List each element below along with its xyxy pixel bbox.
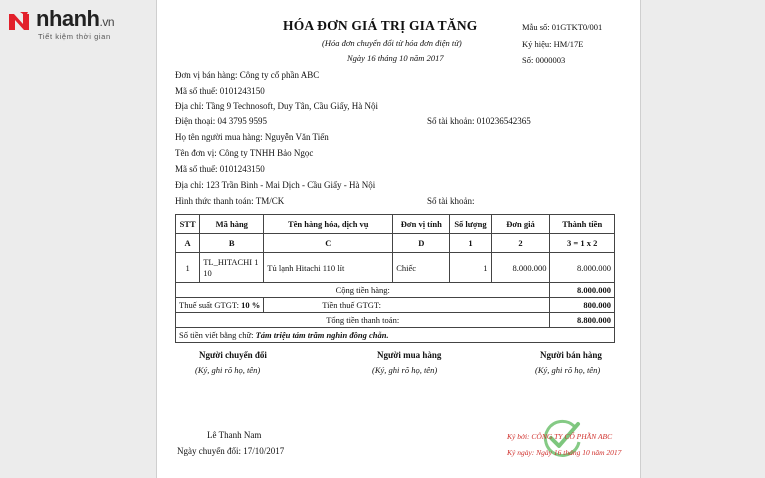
form-number: Mẫu số: 01GTKT0/001 (522, 22, 603, 32)
invoice-number: Số: 0000003 (522, 55, 566, 65)
buyer-person: Họ tên người mua hàng: Nguyễn Văn Tiến (175, 132, 329, 142)
invoice-subtitle: (Hóa đơn chuyển đổi từ hóa đơn điện tử) (322, 38, 462, 48)
row-unit: Chiếc (393, 253, 450, 283)
vat-rate-label: Thuế suất GTGT: (179, 300, 240, 310)
seller-note: (Ký, ghi rõ họ, tên) (535, 365, 601, 375)
header-amount: Thành tiền (550, 215, 615, 234)
in-words-value: Tám triệu tám trăm nghìn đồng chẵn. (255, 330, 389, 340)
row-name: Tủ lạnh Hitachi 110 lít (264, 253, 393, 283)
code-b: B (200, 234, 264, 253)
vat-row (176, 298, 615, 313)
in-words-row (176, 328, 615, 343)
invoice-page (156, 0, 641, 478)
buyer-note: (Ký, ghi rõ họ, tên) (372, 365, 438, 375)
seller-name: Đơn vị bán hàng: Công ty cổ phần ABC (175, 70, 320, 80)
total-row (176, 313, 615, 328)
convert-date-cell (177, 446, 284, 456)
buyer-heading: Người mua hàng (377, 350, 442, 360)
header-code: Mã hàng (200, 215, 264, 234)
seller-heading: Người bán hàng (540, 350, 602, 360)
table-row (176, 253, 615, 283)
header-stt: STT (176, 215, 200, 234)
row-price: 8.000.000 (491, 253, 550, 283)
buyer-account: Số tài khoản: (427, 196, 475, 206)
invoice-title: HÓA ĐƠN GIÁ TRỊ GIA TĂNG (283, 18, 478, 33)
header-price: Đơn giá (491, 215, 550, 234)
seller-account: Số tài khoản: 010236542365 (427, 116, 531, 126)
code-2: 2 (491, 234, 550, 253)
vat-rate-cell (176, 298, 264, 313)
seller-phone: Điện thoại: 04 3795 9595 (175, 116, 267, 126)
vat-rate-value: 10 % (241, 300, 261, 310)
signed-by: Ký bởi: CÔNG TY CỔ PHẦN ABC (507, 432, 613, 441)
seller-address: Địa chỉ: Tầng 9 Technosoft, Duy Tân, Cầu Giấy, Hà Nội (175, 101, 378, 111)
code-1: 1 (450, 234, 491, 253)
total-label: Tổng tiền thanh toán: (176, 313, 550, 328)
header-name: Tên hàng hóa, dịch vụ (264, 215, 393, 234)
nhanh-logo-icon (6, 8, 32, 34)
in-words-cell (176, 328, 615, 343)
invoice-date: Ngày 16 tháng 10 năm 2017 (347, 53, 444, 63)
row-stt: 1 (176, 253, 200, 283)
code-c: C (264, 234, 393, 253)
brand-word: nhanh (36, 6, 100, 31)
buyer-company: Tên đơn vị: Công ty TNHH Bảo Ngọc (175, 148, 314, 158)
vat-value: 800.000 (550, 298, 615, 313)
subtotal-value: 8.000.000 (550, 283, 615, 298)
subtotal-label: Cộng tiền hàng: (176, 283, 550, 298)
signed-date: Ký ngày: Ngày 16 tháng 10 năm 2017 (507, 448, 622, 457)
subtotal-row (176, 283, 615, 298)
brand-tld: .vn (99, 15, 115, 29)
code-d: D (393, 234, 450, 253)
row-amount: 8.000.000 (550, 253, 615, 283)
total-value: 8.800.000 (550, 313, 615, 328)
invoice-symbol: Ký hiệu: HM/17E (522, 39, 584, 49)
converter-heading: Người chuyển đổi (199, 350, 267, 360)
invoice-table (175, 214, 615, 343)
table-header-row (176, 215, 615, 234)
header-unit: Đơn vị tính (393, 215, 450, 234)
payment-method: Hình thức thanh toán: TM/CK (175, 196, 285, 206)
seller-tax-code: Mã số thuế: 0101243150 (175, 86, 265, 96)
code-a: A (176, 234, 200, 253)
brand-name (36, 6, 114, 35)
code-3: 3 = 1 x 2 (550, 234, 615, 253)
nhanh-logo[interactable] (6, 6, 141, 42)
convert-date: Ngày chuyển đổi: 17/10/2017 (177, 446, 285, 456)
converter-note: (Ký, ghi rõ họ, tên) (195, 365, 261, 375)
brand-tagline: Tiết kiệm thời gian (38, 32, 111, 41)
buyer-tax-code: Mã số thuế: 0101243150 (175, 164, 265, 174)
header-qty: Số lượng (450, 215, 491, 234)
table-code-row (176, 234, 615, 253)
row-qty: 1 (450, 253, 491, 283)
row-code: TL_HITACHI 110 (200, 253, 264, 283)
in-words-label: Số tiền viết bằng chữ: (179, 330, 254, 340)
converter-name: Lê Thanh Nam (207, 430, 262, 440)
buyer-address: Địa chỉ: 123 Trần Bình - Mai Dịch - Cầu Giấy - Hà Nội (175, 180, 376, 190)
vat-label: Tiền thuế GTGT: (264, 298, 550, 313)
